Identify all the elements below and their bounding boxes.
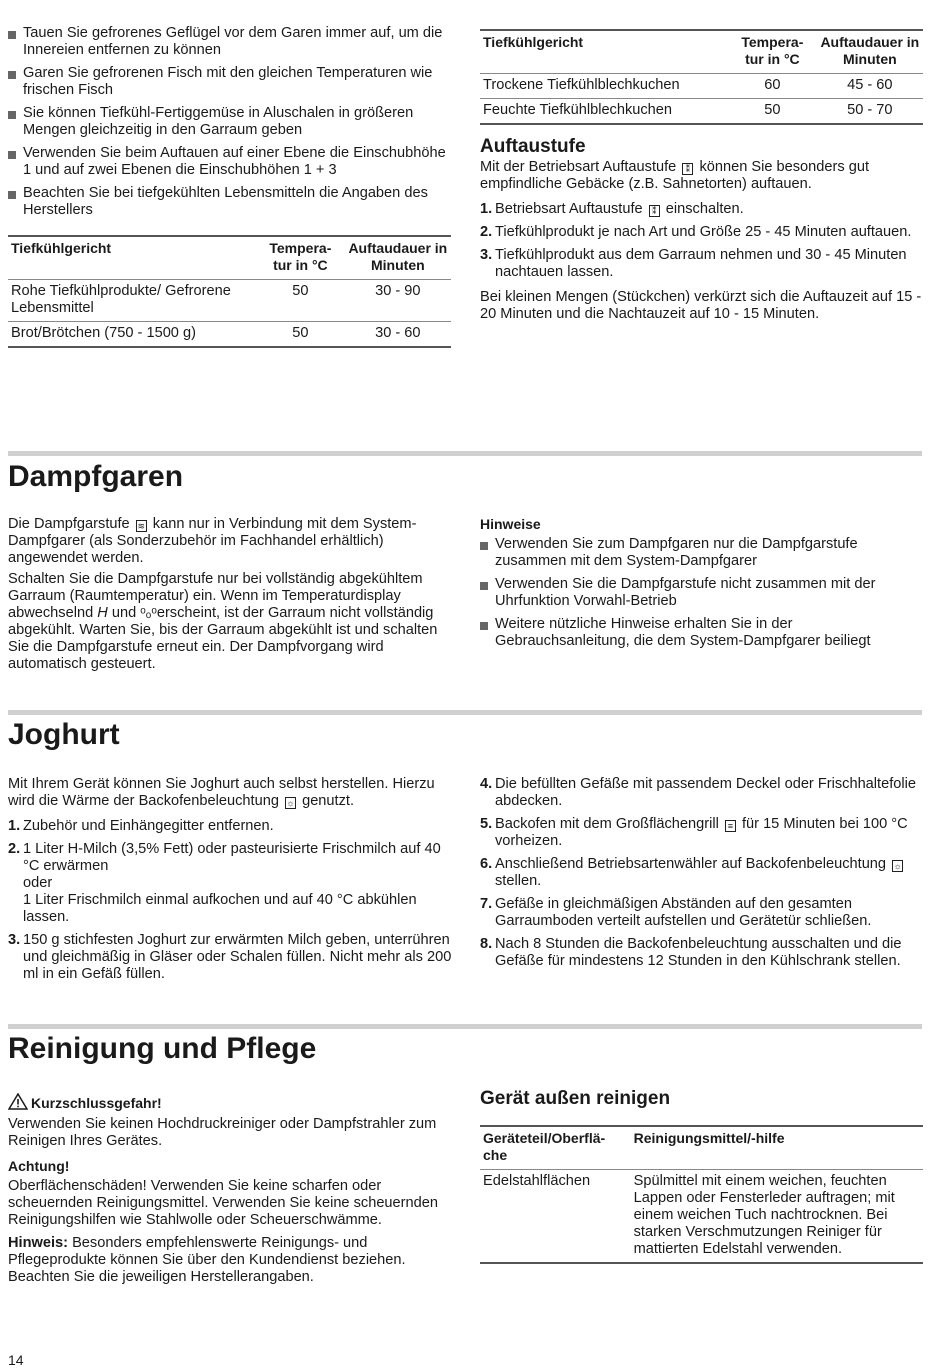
grill-icon: ≡ bbox=[725, 820, 736, 832]
list-item bbox=[480, 201, 923, 218]
text: und bbox=[111, 605, 137, 621]
text: erscheint, ist der Garraum nicht vollständig abgekühlt. Warten Sie, bis der Garraum abgekühlt ist und schalten Sie die Dampfgarstufe erneut ein. Der Dampfvorgang wird automatisch gesteuert. bbox=[8, 605, 438, 672]
step-number: 6. bbox=[480, 856, 493, 872]
section-title-dampfgaren: Dampfgaren bbox=[8, 460, 184, 493]
section-title-joghurt: Joghurt bbox=[8, 718, 120, 751]
dampf-left-column bbox=[8, 516, 453, 677]
text: oder bbox=[23, 875, 53, 891]
step-number: 3. bbox=[8, 932, 21, 948]
achtung-heading: Achtung! bbox=[8, 1158, 70, 1174]
text: Tiefkühlprodukt aus dem Garraum nehmen und 30 - 45 Minuten nachtauen lassen. bbox=[495, 247, 907, 280]
top-right-column bbox=[480, 29, 923, 327]
page-number: 14 bbox=[8, 1352, 24, 1368]
table-row bbox=[8, 280, 451, 322]
frozen-food-table-left bbox=[8, 235, 451, 348]
oven-light-icon: ☼ bbox=[286, 798, 295, 808]
joghurt-steps-left bbox=[8, 818, 453, 983]
hinweis-label: Hinweis: bbox=[8, 1235, 69, 1251]
list-item: Verwenden Sie beim Auftauen auf einer Ebene die Einschubhöhe 1 und auf zwei Ebenen die Einschubhöhen 1 + 3 bbox=[8, 145, 451, 179]
dampf-right-column bbox=[480, 516, 923, 656]
joghurt-left-column bbox=[8, 776, 453, 989]
text: Anschließend Betriebsartenwähler auf Backofenbeleuchtung bbox=[495, 856, 887, 872]
text: genutzt. bbox=[302, 793, 355, 809]
section-heading-auftaustufe: Auftaustufe bbox=[480, 136, 586, 157]
section-title-reinigung: Reinigung und Pflege bbox=[8, 1032, 317, 1065]
step-number: 5. bbox=[480, 816, 493, 832]
table-cell: 50 - 70 bbox=[817, 99, 923, 125]
step-number: 1. bbox=[8, 818, 21, 834]
list-item bbox=[8, 932, 453, 983]
dampf-intro bbox=[8, 516, 453, 567]
text: Mit Ihrem Gerät können Sie Joghurt auch selbst herstellen. Hierzu wird die Wärme der Backofenbeleuchtung bbox=[8, 776, 435, 809]
reinigung-left-column bbox=[8, 1093, 453, 1290]
dampf-paragraph bbox=[8, 571, 453, 673]
text: Mit der Betriebsart Auftaustufe bbox=[480, 159, 677, 175]
list-item: Tauen Sie gefrorenes Geflügel vor dem Garen immer auf, um die Innereien entfernen zu können bbox=[8, 25, 451, 59]
table-cell: 30 - 60 bbox=[345, 322, 451, 348]
text: stellen. bbox=[495, 873, 542, 889]
column-header: Reinigungsmittel/-hilfe bbox=[631, 1126, 923, 1170]
table-cell: 50 bbox=[256, 322, 345, 348]
display-symbol-dots: ᵒₒᵒ bbox=[140, 605, 157, 621]
freezer-tips-list bbox=[8, 25, 451, 219]
list-item: Weitere nützliche Hinweise erhalten Sie in der Gebrauchsanleitung, die dem System-Dampfgarer beiliegt bbox=[480, 616, 923, 650]
text: kann nur in Verbindung mit dem System-Dampfgarer (als Sonderzubehör im Fachhandel erhältlich) angewendet werden. bbox=[8, 516, 417, 566]
text: 150 g stichfesten Joghurt zur erwärmten Milch geben, unterrühren und gleichmäßig in Gläser oder Schalen füllen. Nicht mehr als 200 ml in ein Gefäß füllen. bbox=[23, 932, 452, 982]
table-row bbox=[8, 322, 451, 348]
joghurt-intro bbox=[8, 776, 453, 810]
column-header: Auftaudauer in Minuten bbox=[345, 236, 451, 280]
list-item bbox=[8, 841, 453, 926]
step-number: 3. bbox=[480, 247, 493, 263]
joghurt-right-column bbox=[480, 776, 925, 976]
table-row bbox=[480, 74, 923, 99]
table-row bbox=[480, 99, 923, 125]
list-item bbox=[480, 816, 925, 850]
list-item bbox=[480, 936, 925, 970]
table-cell: 30 - 90 bbox=[345, 280, 451, 322]
warning-triangle-icon bbox=[8, 1093, 28, 1114]
table-cell: Trockene Tiefkühlblechkuchen bbox=[480, 74, 728, 99]
text: Tiefkühlprodukt je nach Art und Größe 25 - 45 Minuten auftauen. bbox=[495, 224, 912, 240]
table-header-row bbox=[480, 30, 923, 74]
cleaning-table bbox=[480, 1125, 923, 1264]
list-item: Verwenden Sie die Dampfgarstufe nicht zusammen mit der Uhrfunktion Vorwahl-Betrieb bbox=[480, 576, 923, 610]
step-number: 2. bbox=[8, 841, 21, 857]
text: können Sie besonders gut empfindliche Gebäcke (z.B. Sahnetorten) auftauen. bbox=[480, 159, 870, 192]
list-item bbox=[480, 224, 923, 241]
list-item bbox=[480, 247, 923, 281]
text: Kurzschlussgefahr! bbox=[31, 1095, 162, 1111]
step-number: 8. bbox=[480, 936, 493, 952]
text: für 15 Minuten bei 100 °C vorheizen. bbox=[495, 816, 908, 849]
display-symbol-h: H bbox=[97, 605, 108, 621]
list-item bbox=[480, 856, 925, 890]
list-item bbox=[480, 776, 925, 810]
column-header: Auftaudauer in Minuten bbox=[817, 30, 923, 74]
step-number: 7. bbox=[480, 896, 493, 912]
text: 1 Liter Frischmilch einmal aufkochen und auf 40 °C abkühlen lassen. bbox=[23, 892, 417, 925]
column-header: Tempera- tur in °C bbox=[728, 30, 817, 74]
table-cell: Spülmittel mit einem weichen, feuchten Lappen oder Fensterleder auftragen; mit einem weichen Tuch nachtrocknen. Bei starken Verschmutzungen Reiniger für mattierten Edelstahl verwenden. bbox=[631, 1170, 923, 1264]
defrost-icon: ⁑ bbox=[649, 205, 660, 217]
section-divider bbox=[8, 451, 922, 456]
table-cell: 60 bbox=[728, 74, 817, 99]
list-item: Verwenden Sie zum Dampfgaren nur die Dampfgarstufe zusammen mit dem System-Dampfgarer bbox=[480, 536, 923, 570]
column-header: Tiefkühlgericht bbox=[8, 236, 256, 280]
table-cell: Edelstahlflächen bbox=[480, 1170, 631, 1264]
list-item: Beachten Sie bei tiefgekühlten Lebensmitteln die Angaben des Herstellers bbox=[8, 185, 451, 219]
table-row bbox=[480, 1170, 923, 1264]
list-item: Garen Sie gefrorenen Fisch mit den gleichen Temperaturen wie frischen Fisch bbox=[8, 65, 451, 99]
text: Gefäße in gleichmäßigen Abständen auf den gesamten Garraumboden verteilt aufstellen und Gerätetür schließen. bbox=[495, 896, 872, 929]
steam-icon: ≋ bbox=[137, 521, 145, 531]
table-cell: Brot/Brötchen (750 - 1500 g) bbox=[8, 322, 256, 348]
section-divider bbox=[8, 1024, 922, 1029]
achtung-text: Oberflächenschäden! Verwenden Sie keine scharfen oder scheuernden Reinigungsmittel. Verwenden Sie keine scheuernden Reinigungshilfen wie Stahlwolle oder Scheuerschwämme. bbox=[8, 1178, 438, 1228]
warning-text: Verwenden Sie keinen Hochdruckreiniger oder Dampfstrahler zum Reinigen Ihres Gerätes. bbox=[8, 1116, 437, 1149]
text: Zubehör und Einhängegitter entfernen. bbox=[23, 818, 274, 834]
text: einschalten. bbox=[665, 201, 744, 217]
joghurt-steps-right bbox=[480, 776, 925, 970]
table-cell: 45 - 60 bbox=[817, 74, 923, 99]
hinweise-heading: Hinweise bbox=[480, 516, 541, 532]
table-header-row bbox=[480, 1126, 923, 1170]
table-cell: Rohe Tiefkühlprodukte/ Gefrorene Lebensmittel bbox=[8, 280, 256, 322]
text: Die Dampfgarstufe bbox=[8, 516, 130, 532]
warning-heading bbox=[8, 1093, 453, 1114]
hinweis-paragraph bbox=[8, 1235, 453, 1286]
text: Die befüllten Gefäße mit passendem Deckel oder Frischhaltefolie abdecken. bbox=[495, 776, 916, 809]
step-number: 1. bbox=[480, 201, 493, 217]
table-cell: 50 bbox=[256, 280, 345, 322]
auftau-intro bbox=[480, 159, 923, 193]
table-header-row bbox=[8, 236, 451, 280]
list-item bbox=[8, 818, 453, 835]
auftau-steps bbox=[480, 201, 923, 281]
top-left-column bbox=[8, 25, 451, 348]
text: Backofen mit dem Großflächengrill bbox=[495, 816, 719, 832]
column-header: Tiefkühlgericht bbox=[480, 30, 728, 74]
reinigung-right-column bbox=[480, 1087, 923, 1264]
frozen-food-table-right bbox=[480, 29, 923, 125]
oven-light-icon: ☼ bbox=[893, 861, 902, 871]
list-item bbox=[480, 896, 925, 930]
text: Nach 8 Stunden die Backofenbeleuchtung ausschalten und die Gefäße für mindestens 12 Stunden in den Kühlschrank stellen. bbox=[495, 936, 902, 969]
text: Betriebsart Auftaustufe bbox=[495, 201, 643, 217]
text: Besonders empfehlenswerte Reinigungs- und Pflegeprodukte können Sie über den Kundendienst beziehen. Beachten Sie die jeweiligen Herstellerangaben. bbox=[8, 1235, 406, 1285]
hinweise-list bbox=[480, 536, 923, 650]
section-divider bbox=[8, 710, 922, 715]
table-cell: 50 bbox=[728, 99, 817, 125]
defrost-icon: ⁑ bbox=[682, 163, 693, 175]
list-item: Sie können Tiefkühl-Fertiggemüse in Aluschalen in größeren Mengen gleichzeitig in den Garraum geben bbox=[8, 105, 451, 139]
sub-heading-aussen: Gerät außen reinigen bbox=[480, 1088, 671, 1109]
table-cell: Feuchte Tiefkühlblechkuchen bbox=[480, 99, 728, 125]
step-number: 4. bbox=[480, 776, 493, 792]
column-header: Tempera- tur in °C bbox=[256, 236, 345, 280]
text: 1 Liter H-Milch (3,5% Fett) oder pasteurisierte Frischmilch auf 40 °C erwärmen bbox=[23, 841, 441, 874]
auftau-note: Bei kleinen Mengen (Stückchen) verkürzt sich die Auftauzeit auf 15 - 20 Minuten und die Nachtauzeit auf 10 - 15 Minuten. bbox=[480, 289, 922, 322]
step-number: 2. bbox=[480, 224, 493, 240]
column-header: Geräteteil/Oberflä- che bbox=[480, 1126, 631, 1170]
text: Schalten Sie die Dampfgarstufe nur bei vollständig abgekühltem Garraum (Raumtemperatur) ein. Wenn im Temperaturdisplay abwechselnd bbox=[8, 571, 423, 621]
